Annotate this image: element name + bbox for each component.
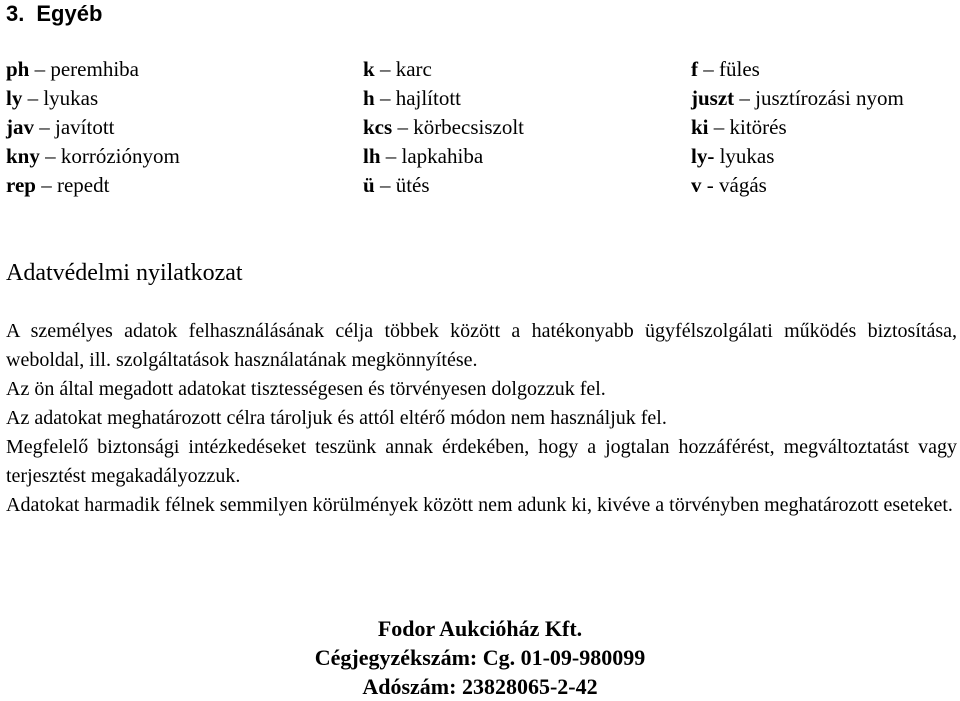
abbreviation-description: – lyukas xyxy=(22,86,99,110)
abbreviation-description: - vágás xyxy=(701,173,767,197)
abbreviation-description: – peremhiba xyxy=(29,57,139,81)
abbreviation-code: kcs xyxy=(363,115,393,139)
privacy-paragraph: Az adatokat meghatározott célra tároljuk és attól eltérő módon nem használjuk fel. xyxy=(6,407,667,429)
privacy-paragraph: A személyes adatok felhasználásának célja többek között a hatékonyabb ügyfélszolgálati működés biztosítása, weboldal, ill. szolgáltatások használatának megkönnyítése. xyxy=(6,320,957,371)
abbreviation-item xyxy=(6,142,180,171)
abbreviation-item xyxy=(6,113,180,142)
abbreviation-description: – jusztírozási nyom xyxy=(734,86,904,110)
abbreviation-description: – karc xyxy=(374,57,432,81)
abbreviation-item xyxy=(363,84,524,113)
abbreviation-code: ph xyxy=(6,57,30,81)
abbreviation-code: rep xyxy=(6,173,36,197)
company-registration-number: Cégjegyzékszám: Cg. 01-09-980099 xyxy=(314,645,646,670)
abbreviation-description: – repedt xyxy=(35,173,110,197)
privacy-paragraph: Adatokat harmadik félnek semmilyen körülmények között nem adunk ki, kivéve a törvényben meghatározott eseteket. xyxy=(6,494,953,516)
abbreviation-item xyxy=(363,113,524,142)
abbreviation-code: ki xyxy=(691,115,709,139)
abbreviation-item xyxy=(691,55,904,84)
abbreviation-description: – kitörés xyxy=(708,115,787,139)
abbreviation-description: – hajlított xyxy=(374,86,462,110)
abbreviation-description: – korróziónyom xyxy=(39,144,180,168)
abbreviation-item xyxy=(691,84,904,113)
abbreviation-item xyxy=(6,55,180,84)
abbreviation-description: – füles xyxy=(698,57,760,81)
abbreviation-description: lyukas xyxy=(714,144,775,168)
abbreviation-code: ly xyxy=(6,86,23,110)
abbreviation-item xyxy=(6,84,180,113)
abbreviation-item xyxy=(691,113,904,142)
abbreviation-description: – javított xyxy=(34,115,115,139)
abbreviation-code: kny xyxy=(6,144,40,168)
company-tax-id: Adószám: 23828065-2-42 xyxy=(362,674,598,699)
privacy-paragraph: Megfelelő biztonsági intézkedéseket teszünk annak érdekében, hogy a jogtalan hozzáférést, megváltoztatást vagy terjesztést megakadályozzuk. xyxy=(6,436,957,487)
privacy-statement xyxy=(6,317,957,520)
abbreviation-description: – ütés xyxy=(374,173,430,197)
privacy-paragraph: Az ön által megadott adatokat tisztességesen és törvényesen dolgozzuk fel. xyxy=(6,378,606,400)
privacy-title: Adatvédelmi nyilatkozat xyxy=(6,260,243,286)
abbreviation-item xyxy=(6,171,180,200)
abbreviation-item xyxy=(363,171,524,200)
abbreviation-item xyxy=(363,142,524,171)
abbreviation-code: ü xyxy=(363,173,375,197)
company-name: Fodor Aukcióház Kft. xyxy=(377,616,583,641)
abbreviation-code: k xyxy=(363,57,375,81)
abbreviation-column-2 xyxy=(363,55,524,200)
abbreviation-item xyxy=(691,171,904,200)
abbreviation-code: lh xyxy=(363,144,381,168)
abbreviation-code: ly- xyxy=(691,144,715,168)
abbreviation-description: – körbecsiszolt xyxy=(392,115,524,139)
abbreviation-item xyxy=(363,55,524,84)
section-number: 3. xyxy=(6,1,25,26)
abbreviation-code: f xyxy=(691,57,698,81)
abbreviation-code: jav xyxy=(6,115,34,139)
abbreviation-item xyxy=(691,142,904,171)
abbreviation-description: – lapkahiba xyxy=(380,144,484,168)
company-info xyxy=(0,614,960,701)
abbreviation-code: h xyxy=(363,86,375,110)
abbreviation-code: juszt xyxy=(691,86,735,110)
abbreviation-code: v xyxy=(691,173,702,197)
section-heading xyxy=(6,0,102,28)
abbreviation-column-3 xyxy=(691,55,904,200)
section-title: Egyéb xyxy=(36,1,103,26)
abbreviation-column-1 xyxy=(6,55,180,200)
